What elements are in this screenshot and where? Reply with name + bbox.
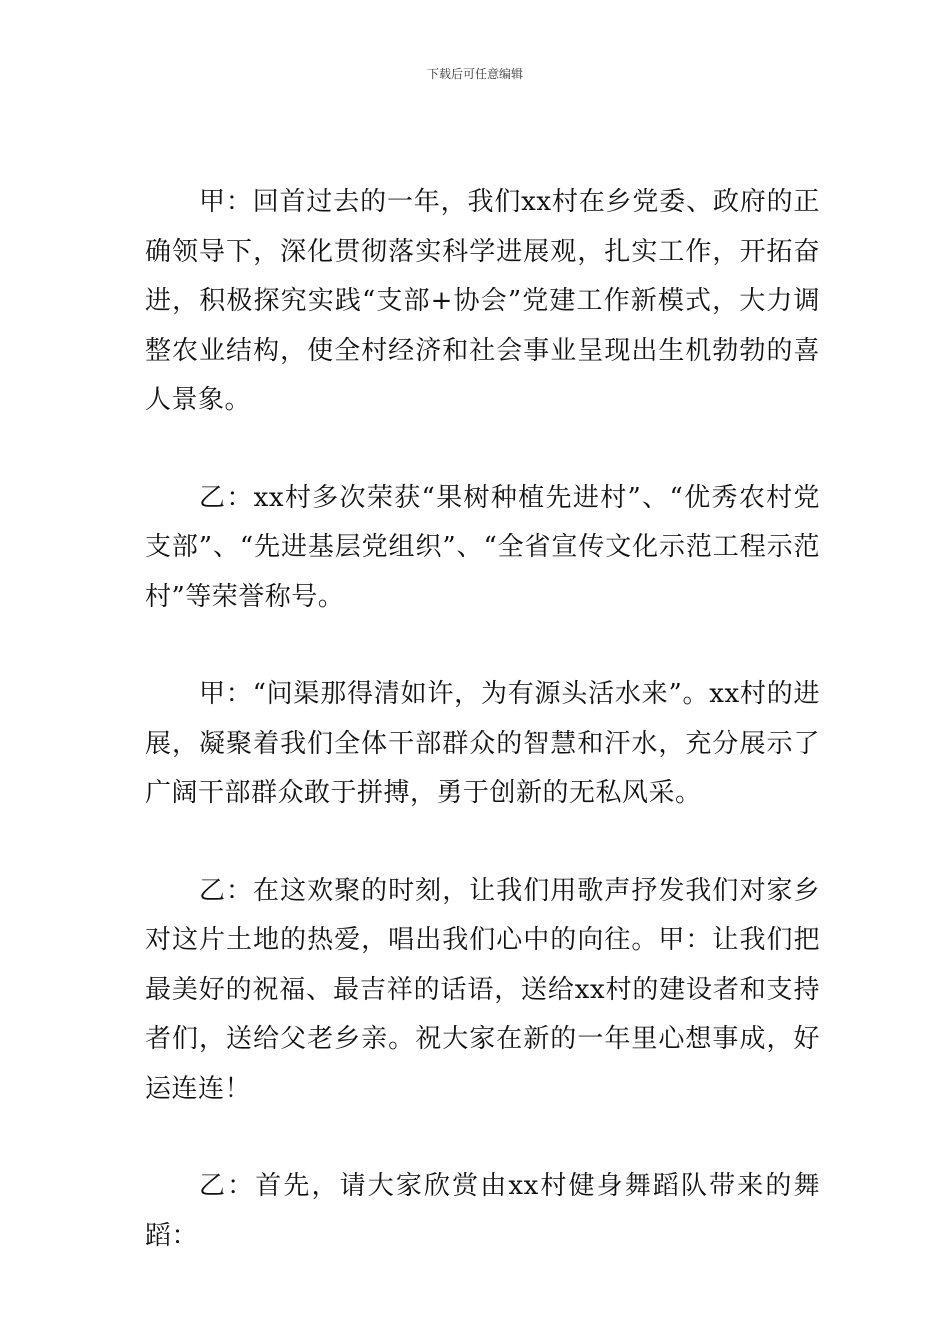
paragraph-1: 甲：回首过去的一年，我们xx村在乡党委、政府的正确领导下，深化贯彻落实科学进展观，扎实工作，开拓奋进，积极探究实践“支部+协会”党建工作新模式，大力调整农业结构，使全村经济和社会事业呈现出生机勃勃的喜人景象。 [145, 187, 820, 415]
paragraph-5: 乙：首先，请大家欣赏由xx村健身舞蹈队带来的舞蹈： [145, 1171, 820, 1251]
page-header: 下载后可任意编辑 [426, 67, 523, 81]
paragraph-2: 乙：xx村多次荣获“果树种植先进村”、“优秀农村党支部”、“先进基层党组织”、“全省宣传文化示范工程示范村”等荣誉称号。 [145, 482, 820, 612]
paragraph-4: 乙：在这欢聚的时刻，让我们用歌声抒发我们对家乡对这片土地的热爱，唱出我们心中的向往。甲：让我们把最美好的祝福、最吉祥的话语，送给xx村的建设者和支持者们，送给父老乡亲。祝大家在新的一年里心想事成，好运连连！ [145, 875, 820, 1104]
paragraph-3: 甲：“问渠那得清如许，为有源头活水来”。xx村的进展，凝聚着我们全体干部群众的智慧和汗水，充分展示了广阔干部群众敢于拼搏，勇于创新的无私风采。 [145, 679, 820, 808]
document-body [145, 178, 820, 1261]
